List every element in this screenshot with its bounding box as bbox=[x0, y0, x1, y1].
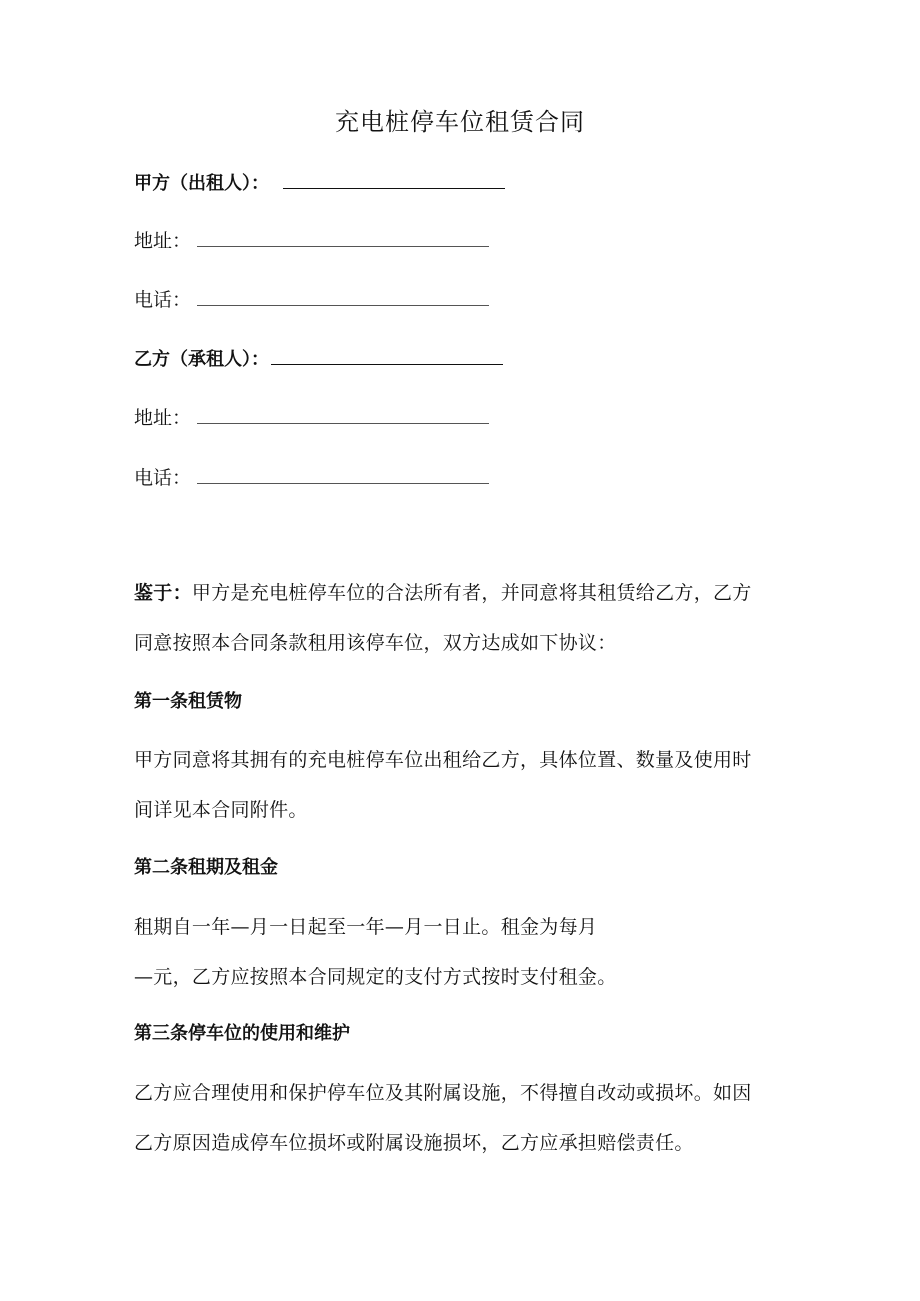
article-1-body bbox=[134, 735, 794, 835]
preamble-line-1 bbox=[134, 568, 794, 618]
article-2-line-2: —元，乙方应按照本合同规定的支付方式按时支付租金。 bbox=[134, 966, 617, 988]
party-b-address-row bbox=[134, 403, 489, 433]
party-b-phone-row bbox=[134, 463, 489, 493]
article-3-line-1: 乙方应合理使用和保护停车位及其附属设施，不得擅自改动或损坏。如因 bbox=[134, 1082, 752, 1104]
article-2-heading: 第二条租期及租金 bbox=[134, 857, 278, 878]
article-3-heading: 第三条停车位的使用和维护 bbox=[134, 1023, 350, 1044]
party-a-row bbox=[134, 168, 505, 199]
article-3-body bbox=[134, 1068, 794, 1168]
article-1-line-2: 间详见本合同附件。 bbox=[134, 799, 308, 821]
article-1-line-1: 甲方同意将其拥有的充电桩停车位出租给乙方，具体位置、数量及使用时 bbox=[134, 749, 752, 771]
party-a-phone-field[interactable] bbox=[197, 285, 489, 306]
article-3-line-2: 乙方原因造成停车位损坏或附属设施损坏，乙方应承担赔偿责任。 bbox=[134, 1132, 694, 1154]
party-b-label: 乙方（承租人）： bbox=[134, 349, 269, 370]
party-b-phone-label: 电话： bbox=[134, 467, 192, 489]
party-b-row bbox=[134, 344, 503, 375]
preamble-line-2: 同意按照本合同条款租用该停车位，双方达成如下协议： bbox=[134, 632, 617, 654]
party-a-label: 甲方（出租人）： bbox=[134, 173, 269, 194]
preamble-lead: 鉴于： bbox=[134, 582, 192, 604]
article-2-body bbox=[134, 902, 794, 1002]
party-b-address-field[interactable] bbox=[197, 403, 489, 424]
party-a-phone-row bbox=[134, 285, 489, 315]
party-a-address-field[interactable] bbox=[197, 226, 489, 247]
party-b-phone-field[interactable] bbox=[197, 463, 489, 484]
document-title: 充电桩停车位租赁合同 bbox=[335, 108, 585, 136]
party-b-address-label: 地址： bbox=[134, 407, 192, 429]
party-b-name-field[interactable] bbox=[271, 344, 503, 365]
party-a-phone-label: 电话： bbox=[134, 289, 192, 311]
party-a-address-row bbox=[134, 226, 489, 256]
preamble-line-1-text: 甲方是充电桩停车位的合法所有者，并同意将其租赁给乙方，乙方 bbox=[191, 582, 752, 604]
party-a-address-label: 地址： bbox=[134, 230, 192, 252]
preamble-paragraph bbox=[134, 568, 794, 668]
party-a-name-field[interactable] bbox=[283, 168, 505, 189]
article-1-heading: 第一条租赁物 bbox=[134, 691, 242, 712]
article-2-line-1: 租期自一年—月一日起至一年—月一日止。租金为每月 bbox=[134, 916, 598, 938]
